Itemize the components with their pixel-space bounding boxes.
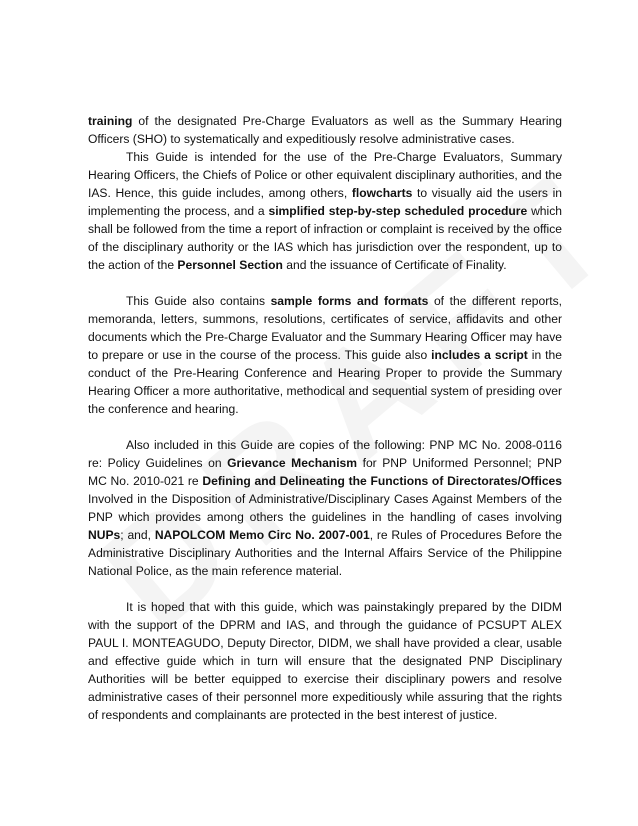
bold-text-run: Defining and Delineating the Functions of Directorates/Offices	[202, 474, 563, 488]
text-run: , re Rules of Procedures Before the Administrative Disciplinary Authorities and the Internal Affairs Service of the Philippine National Police, as the main reference material.	[88, 528, 562, 578]
text-run: which shall be followed from the time a report of infraction or complaint is received by the office of the disciplinary authority or the IAS which has jurisdiction over the respondent, up to the action of the	[88, 204, 562, 272]
text-run: ; and,	[120, 528, 155, 542]
bold-text-run: Grievance Mechanism	[227, 456, 358, 470]
body-text	[88, 112, 562, 724]
bold-text-run: NUPs	[88, 528, 121, 542]
bold-text-run: NAPOLCOM Memo Circ No. 2007-001	[154, 528, 370, 542]
paragraph	[88, 436, 562, 580]
paragraph	[88, 112, 562, 148]
text-run: and the issuance of Certificate of Finality.	[282, 258, 507, 272]
bold-text-run: simplified step-by-step scheduled procedure	[268, 204, 528, 218]
bold-text-run: Personnel Section	[177, 258, 283, 272]
bold-text-run: training	[88, 114, 133, 128]
text-run: This Guide also contains	[126, 294, 271, 308]
text-run: of the designated Pre-Charge Evaluators as well as the Summary Hearing Officers (SHO) to systematically and expeditiously resolve administrative cases.	[88, 114, 562, 146]
text-run: of the different reports, memoranda, letters, summons, resolutions, certificates of service, affidavits and other documents which the Pre-Charge Evaluator and the Summary Hearing Officer may have to prepare or use in the course of the process. This guide also	[88, 294, 562, 362]
text-run: for PNP Uniformed Personnel; PNP MC No. 2010-021 re	[88, 456, 562, 488]
text-run: It is hoped that with this guide, which was painstakingly prepared by the DIDM with the support of the DPRM and IAS, and through the guidance of PCSUPT ALEX PAUL I. MONTEAGUDO, Deputy Director, DIDM, we shall have provided a clear, usable and effective guide which in turn will ensure that the designated PNP Disciplinary Authorities will be better equipped to exercise their disciplinary powers and resolve administrative cases of their personnel more expeditiously while assuring that the rights of respondents and complainants are protected in the best interest of justice.	[88, 600, 562, 722]
paragraph	[88, 148, 562, 274]
text-run: to visually aid the users in implementing the process, and a	[88, 186, 562, 218]
bold-text-run: sample forms and formats	[270, 294, 429, 308]
paragraph	[88, 292, 562, 418]
text-run: in the conduct of the Pre-Hearing Conference and Hearing Proper to provide the Summary Hearing Officer a more authoritative, methodical and sequential system of presiding over the conference and hearing.	[88, 348, 562, 416]
text-run: Involved in the Disposition of Administrative/Disciplinary Cases Against Members of the PNP which provides among others the guidelines in the handling of cases involving	[88, 492, 562, 524]
bold-text-run: flowcharts	[351, 186, 413, 200]
paragraph	[88, 598, 562, 724]
bold-text-run: includes a script	[431, 348, 528, 362]
text-run: Also included in this Guide are copies of the following: PNP MC No. 2008-0116 re: Policy Guidelines on	[88, 438, 562, 470]
text-run: This Guide is intended for the use of the Pre-Charge Evaluators, Summary Hearing Officers, the Chiefs of Police or other equivalent disciplinary authorities, and the IAS. Hence, this guide includes, among others,	[88, 150, 562, 200]
